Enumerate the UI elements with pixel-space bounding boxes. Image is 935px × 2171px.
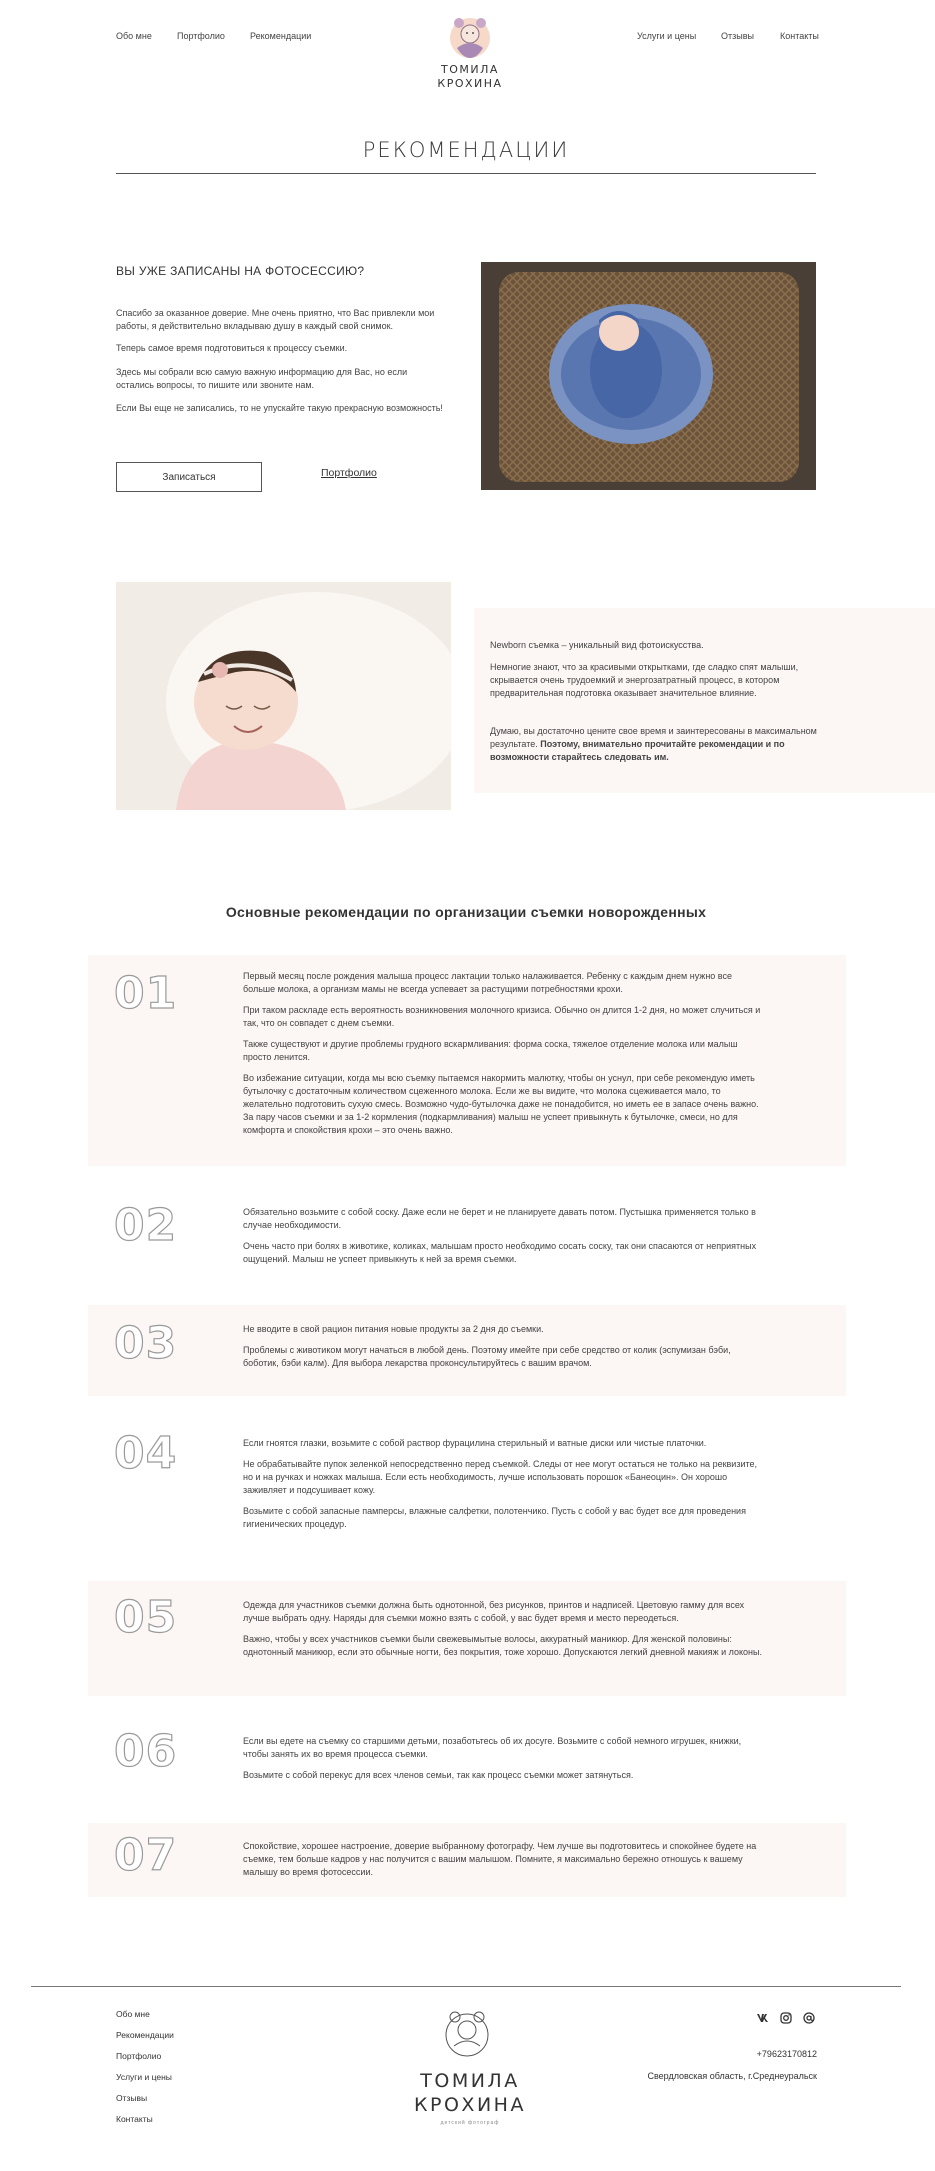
logo-name-line1: ТОМИЛА [441,63,499,76]
step-number: 07 [114,1830,178,1881]
step-paragraph: Очень часто при болях в животике, коликах, малышам просто необходимо сосать соску, так они спасаются от неприятных ощущений. Малыш не успеет привыкнуть к ней за время съемки. [243,1241,757,1264]
footer-link-about[interactable]: Обо мне [116,2009,150,2019]
step-number: 05 [114,1592,178,1643]
footer-logo-line1: ТОМИЛА [420,2070,520,2092]
book-button[interactable]: Записаться [116,462,262,492]
step-paragraph: Обязательно возьмите с собой соску. Даже если не берет и не планируете давать потом. Пустышка применяется только в случае необходимости. [243,1207,756,1230]
step-paragraph: Возьмите с собой запасные памперсы, влажные салфетки, полотенчико. Пусть с собой у вас будет все для проведения гигиенических процедур. [243,1506,746,1529]
intro-paragraph-3: Здесь мы собрали всю самую важную информацию для Вас, но если остались вопросы, то пишите или звоните нам. [116,367,408,390]
nav-link-portfolio[interactable]: Портфолио [177,31,225,41]
portfolio-link[interactable]: Портфолио [321,467,377,479]
step-paragraph: Если вы едете на съемку со старшими детьми, позаботьтесь об их досуге. Возьмите с собой немного игрушек, книжки, чтобы занять их во время процесса съемки. [243,1736,742,1759]
step-paragraph: Если гноятся глазки, возьмите с собой раствор фурацилина стерильный и ватные диски или чистые платочки. [243,1438,707,1448]
step-07-text [243,1840,763,1887]
step-04-text [243,1437,763,1539]
step-number: 01 [114,968,178,1019]
intro-heading: ВЫ УЖЕ ЗАПИСАНЫ НА ФОТОСЕССИЮ? [116,264,365,278]
step-paragraph: Важно, чтобы у всех участников съемки были свежевымытые волосы, аккуратный маникюр. Для женской половины: однотонный маникюр, если это обычные ногти, без покрытия, тоже хорошо. Допускаются легкий дневной макияж и локоны. [243,1634,762,1657]
page-title: РЕКОМЕНДАЦИИ [362,138,570,162]
footer-link-reviews[interactable]: Отзывы [116,2093,148,2103]
logo-bear-icon[interactable] [447,14,493,60]
about-paragraph-3 [490,725,820,764]
footer-logo-subtitle: детский фотограф [440,2120,500,2126]
title-divider [116,173,816,174]
intro-paragraph-2: Теперь самое время подготовиться к процессу съемки. [116,343,348,353]
step-number: 03 [114,1318,178,1369]
step-paragraph: Не обрабатывайте пупок зеленкой непосредственно перед съемкой. Следы от нее могут остаться не только на реквизите, но и на ручках и ножках малыша. Если есть необходимость, лучше использовать порошок «Банеоцин». Он хорошо заживляет и подсушивает кожу. [243,1459,758,1495]
intro-paragraph-1: Спасибо за оказанное доверие. Мне очень приятно, что Вас привлекли мои работы, я действительно вкладываю душу в каждый свой снимок. [116,308,435,331]
nav-link-about[interactable]: Обо мне [116,31,152,41]
footer-link-recommendations[interactable]: Рекомендации [116,2030,174,2040]
step-06-text [243,1735,763,1790]
footer-link-portfolio[interactable]: Портфолио [116,2051,162,2061]
step-paragraph: Первый месяц после рождения малыша процесс лактации только налаживается. Ребенку с каждым днем нужно все больше молока, а организм мамы не всегда успевает за растущими потребностями крохи. [243,971,732,994]
step-number: 04 [114,1428,178,1479]
footer-logo-bear-icon[interactable] [440,2006,494,2060]
step-02-text [243,1206,763,1274]
about-paragraph-3-text: Думаю, вы достаточно цените свое время и заинтересованы в максимальном результате. [490,726,817,749]
nav-link-services[interactable]: Услуги и цены [637,31,697,41]
step-paragraph: Во избежание ситуации, когда мы всю съемку пытаемся накормить малютку, чтобы он уснул, при себе рекомендую иметь бутылочку с достаточным количеством сцеженного молока. Если же вы видите, что молока сцеживается мало, то желательно подготовить сухую смесь. Возможно чудо-бутылочка даже не понадобится, но иметь ее в запасе очень важно. За пару часов съемки и за 1-2 кормления (подкармливания) малыш не успеет привыкнуть к бутылочке, смеси, но для комфорта и спокойствия крохи – это очень важно. [243,1073,759,1135]
step-number: 06 [114,1726,178,1777]
instagram-icon[interactable] [780,2012,792,2027]
footer-phone[interactable]: +79623170812 [756,2049,817,2059]
step-paragraph: Возьмите с собой перекус для всех членов семьи, так как процесс съемки может затянуться. [243,1770,634,1780]
about-paragraph-1: Newborn съемка – уникальный вид фотоискусства. [490,640,704,650]
about-paragraph-3-bold: Поэтому, внимательно прочитайте рекомендации и по возможности старайтесь следовать им. [490,739,785,762]
step-01-text [243,970,763,1145]
about-text-box [474,608,935,793]
footer-divider [31,1986,901,1987]
newborn-photo-smiling [116,582,451,810]
nav-link-reviews[interactable]: Отзывы [721,31,754,41]
email-icon[interactable] [803,2012,815,2027]
footer-link-contacts[interactable]: Контакты [116,2114,153,2124]
step-paragraph: При таком раскладе есть вероятность возникновения молочного кризиса. Обычно он длится 1-2 дня, но может случиться и так, что он совпадет с днем съемки. [243,1005,761,1028]
step-05-text [243,1599,763,1667]
about-paragraph-2: Немногие знают, что за красивыми открытками, где сладко спят малыши, скрывается очень трудоемкий и энергозатратный процесс, в котором предварительная подготовка оказывает значительное влияние. [490,662,799,698]
intro-paragraph-4: Если Вы еще не записались, то не упускайте такую прекрасную возможность! [116,403,443,413]
steps-title: Основные рекомендации по организации съемки новорожденных [225,904,707,920]
newborn-photo-basket [481,262,816,490]
step-paragraph: Также существуют и другие проблемы грудного вскармливания: форма соска, тяжелое отделение молока или малыш просто ленится. [243,1039,738,1062]
logo-name-line2: КРОХИНА [437,77,503,90]
step-03-text [243,1323,763,1378]
footer-link-services[interactable]: Услуги и цены [116,2072,172,2082]
step-paragraph: Не вводите в свой рацион питания новые продукты за 2 дня до съемки. [243,1324,544,1334]
footer-address: Свердловская область, г.Среднеуральск [647,2071,817,2081]
vk-icon[interactable] [757,2012,771,2026]
step-paragraph: Одежда для участников съемки должна быть однотонной, без рисунков, принтов и надписей. Цветовую гамму для всех лучше выбрать одну. Наряды для съемки можно взять с собой, у вас будет время и место переодеться. [243,1600,745,1623]
step-paragraph: Спокойствие, хорошее настроение, доверие выбранному фотографу. Чем лучше вы подготовитесь и спокойнее будете на съемке, тем больше кадров у нас получится с вашим малышом. Помните, я максимально бережно отношусь к вашему малышу во время фотосессии. [243,1841,757,1877]
step-paragraph: Проблемы с животиком могут начаться в любой день. Поэтому имейте при себе средство от колик (эспумизан бэби, боботик, бэби калм). Для выбора лекарства проконсультируйтесь с вашим врачом. [243,1345,731,1368]
nav-link-contacts[interactable]: Контакты [780,31,819,41]
nav-link-recommendations[interactable]: Рекомендации [250,31,312,41]
footer-logo-line2: КРОХИНА [414,2094,526,2116]
step-number: 02 [114,1200,178,1251]
